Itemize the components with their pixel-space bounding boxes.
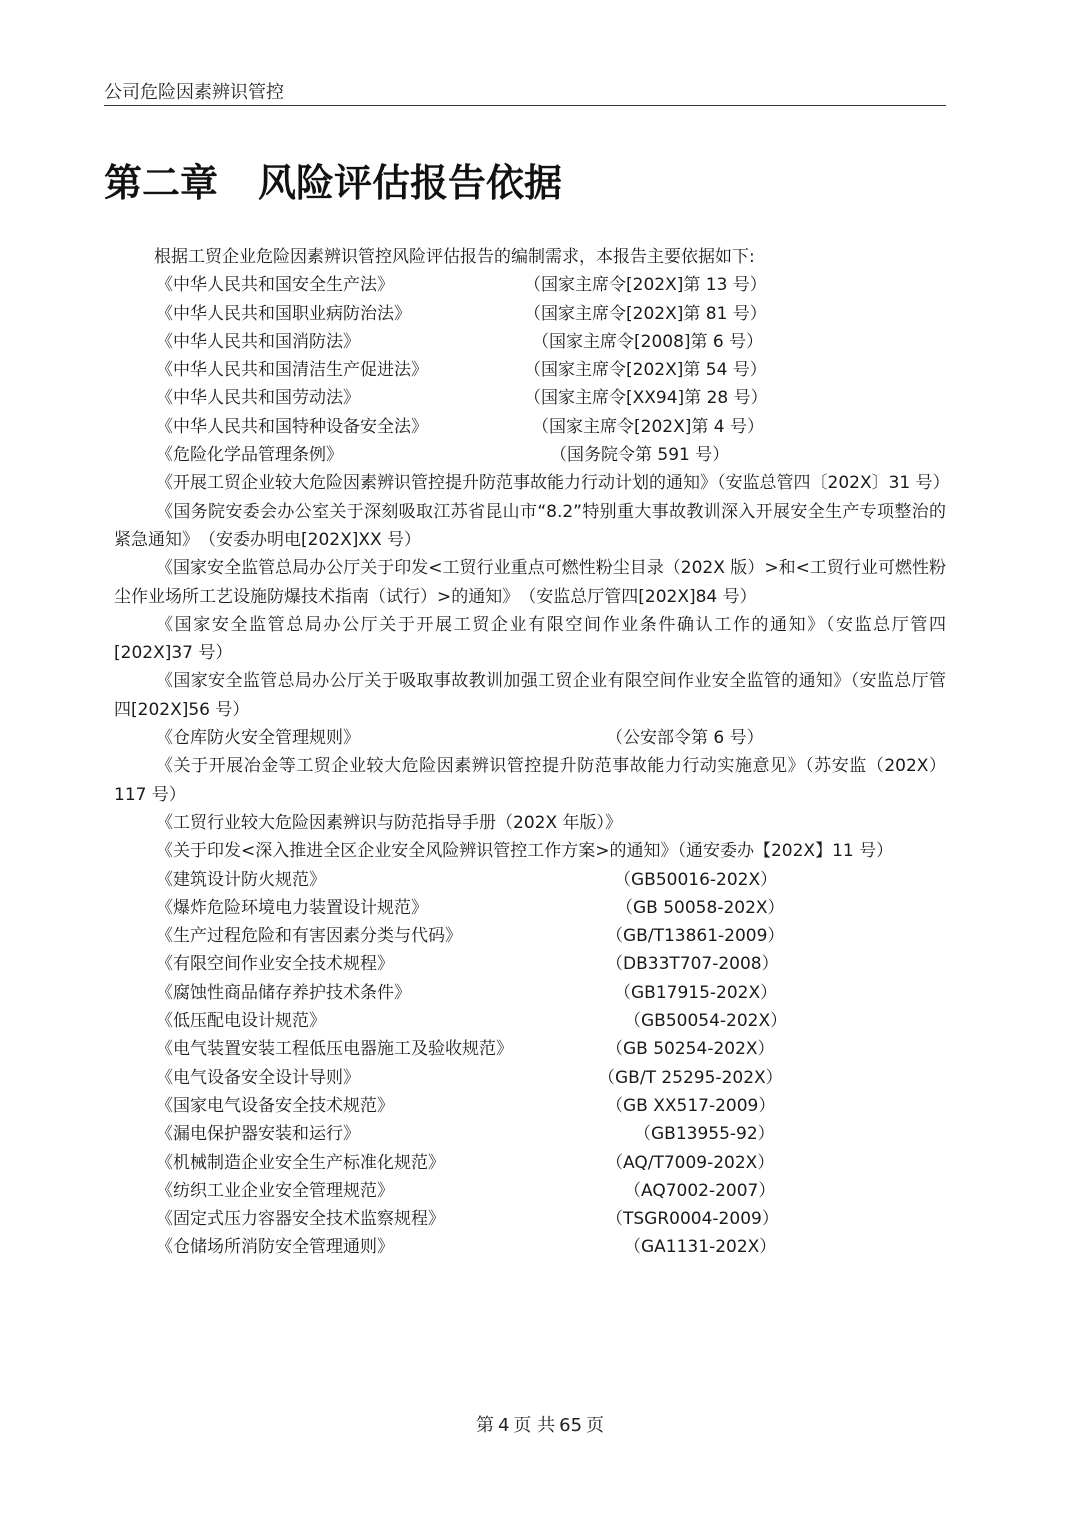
chapter-number: 第二章	[104, 161, 219, 205]
reference-item	[114, 384, 946, 412]
reference-code: （DB33T707-2008）	[606, 954, 779, 975]
reference-item	[114, 1120, 946, 1148]
header-divider	[104, 105, 946, 106]
reference-item	[114, 950, 946, 978]
reference-code: （AQ/T7009-202X）	[606, 1152, 775, 1173]
reference-code: （GB/T 25295-202X）	[598, 1067, 783, 1088]
reference-code: （国家主席令[202X]第 81 号）	[524, 303, 767, 324]
reference-item	[114, 356, 946, 384]
reference-title: 《工贸行业较大危险因素辨识与防范指导手册（202X 年版）》	[156, 812, 622, 833]
reference-title: 《低压配电设计规范》	[156, 1011, 326, 1032]
reference-item	[114, 724, 946, 752]
reference-code: （国家主席令[202X]第 4 号）	[532, 416, 764, 437]
reference-title: 《仓库防火安全管理规则》	[156, 728, 360, 749]
reference-item: 《国家安全监管总局办公厅关于开展工贸企业有限空间作业条件确认工作的通知》（安监总厅管四[202X]37 号）	[114, 614, 946, 664]
reference-title: 《固定式压力容器安全技术监察规程》	[156, 1209, 445, 1230]
reference-code: （GB XX517-2009）	[606, 1095, 776, 1116]
reference-item	[114, 413, 946, 441]
reference-code: （国家主席令[2008]第 6 号）	[532, 331, 764, 352]
reference-code: （国务院令第 591 号）	[550, 445, 730, 466]
reference-title: 《建筑设计防火规范》	[156, 869, 326, 890]
reference-code: （国家主席令[XX94]第 28 号）	[524, 388, 768, 409]
reference-code: （GB50016-202X）	[614, 869, 778, 890]
reference-title: 《电气设备安全设计导则》	[156, 1067, 360, 1088]
reference-title: 《中华人民共和国劳动法》	[156, 388, 360, 409]
reference-title: 《纺织工业企业安全管理规范》	[156, 1180, 394, 1201]
reference-code: （GB13955-92）	[634, 1124, 775, 1145]
reference-title: 《中华人民共和国特种设备安全法》	[156, 416, 428, 437]
reference-code: （GB 50058-202X）	[616, 897, 785, 918]
reference-title: 《仓储场所消防安全管理通则》	[156, 1237, 394, 1258]
reference-item	[114, 441, 946, 469]
reference-item	[114, 300, 946, 328]
reference-code: （GB50054-202X）	[624, 1011, 788, 1032]
reference-item	[114, 1205, 946, 1233]
reference-title: 《爆炸危险环境电力装置设计规范》	[156, 897, 428, 918]
page-prefix: 第	[475, 1415, 494, 1436]
reference-item: 《国家安全监管总局办公厅关于吸取事故教训加强工贸企业有限空间作业安全监管的通知》（安监总厅管四[202X]56 号）	[114, 671, 946, 720]
reference-title: 《中华人民共和国清洁生产促进法》	[156, 360, 428, 381]
reference-code: （AQ7002-2007）	[624, 1180, 776, 1201]
intro-paragraph: 根据工贸企业危险因素辨识管控风险评估报告的编制需求，本报告主要依据如下:	[154, 247, 755, 267]
reference-item	[114, 866, 946, 894]
reference-title: 《中华人民共和国安全生产法》	[156, 275, 394, 296]
reference-item	[114, 1092, 946, 1120]
reference-item	[114, 1064, 946, 1092]
reference-item	[114, 809, 946, 837]
reference-title: 《电气装置安装工程低压电器施工及验收规范》	[156, 1039, 513, 1060]
reference-code: （TSGR0004-2009）	[606, 1209, 779, 1230]
reference-item	[114, 1007, 946, 1035]
reference-title: 《国家电气设备安全技术规范》	[156, 1095, 394, 1116]
reference-item	[114, 271, 946, 299]
page-footer	[0, 1411, 1080, 1437]
running-header: 公司危险因素辨识管控	[104, 82, 284, 103]
page-number: 4	[497, 1415, 510, 1436]
reference-code: （GB 50254-202X）	[606, 1039, 775, 1060]
reference-title: 《关于印发<深入推进全区企业安全风险辨识管控工作方案>的通知》（通安委办【202X】11 号）	[156, 841, 894, 862]
reference-code: （公安部令第 6 号）	[606, 728, 764, 749]
reference-item	[114, 1177, 946, 1205]
reference-title: 《机械制造企业安全生产标准化规范》	[156, 1152, 445, 1173]
reference-title: 《中华人民共和国消防法》	[156, 331, 360, 352]
page-total: 65	[559, 1415, 583, 1436]
reference-code: （GA1131-202X）	[624, 1237, 777, 1258]
reference-code: （GB17915-202X）	[614, 982, 778, 1003]
reference-title: 《有限空间作业安全技术规程》	[156, 954, 394, 975]
reference-item: 《国务院安委会办公室关于深刻吸取江苏省昆山市“8.2”特别重大事故教训深入开展安全生产专项整治的紧急通知》 （安委办明电[202X]XX 号）	[114, 501, 946, 550]
reference-item	[114, 894, 946, 922]
reference-item: 《关于开展冶金等工贸企业较大危险因素辨识管控提升防范事故能力行动实施意见》（苏安监（202X）117 号）	[114, 756, 946, 805]
reference-item: 《开展工贸企业较大危险因素辨识管控提升防范事故能力行动计划的通知》（安监总管四〔202X〕31 号）	[156, 473, 950, 494]
reference-item	[114, 837, 946, 865]
chapter-title: 风险评估报告依据	[258, 161, 563, 205]
reference-item	[114, 979, 946, 1007]
reference-item	[114, 1035, 946, 1063]
reference-title: 《危险化学品管理条例》	[156, 445, 343, 466]
reference-code: （GB/T13861-2009）	[606, 926, 785, 947]
reference-title: 《腐蚀性商品储存养护技术条件》	[156, 982, 411, 1003]
reference-title: 《中华人民共和国职业病防治法》	[156, 303, 411, 324]
reference-item: 《国家安全监管总局办公厅关于印发<工贸行业重点可燃性粉尘目录（202X 版）>和<工贸行业可燃性粉尘作业场所工艺设施防爆技术指南（试行）>的通知》 （安监总厅管四[202X]84 号）	[114, 558, 946, 607]
reference-code: （国家主席令[202X]第 54 号）	[524, 360, 767, 381]
chapter-heading	[104, 152, 562, 207]
reference-list	[114, 243, 950, 1262]
reference-item	[114, 1233, 946, 1261]
reference-item	[114, 1149, 946, 1177]
page-suffix: 页	[586, 1415, 605, 1436]
reference-title: 《生产过程危险和有害因素分类与代码》	[156, 926, 462, 947]
reference-item	[114, 922, 946, 950]
reference-item	[114, 328, 946, 356]
reference-title: 《漏电保护器安装和运行》	[156, 1124, 360, 1145]
reference-code: （国家主席令[202X]第 13 号）	[524, 275, 767, 296]
page-mid: 页 共	[513, 1415, 556, 1436]
